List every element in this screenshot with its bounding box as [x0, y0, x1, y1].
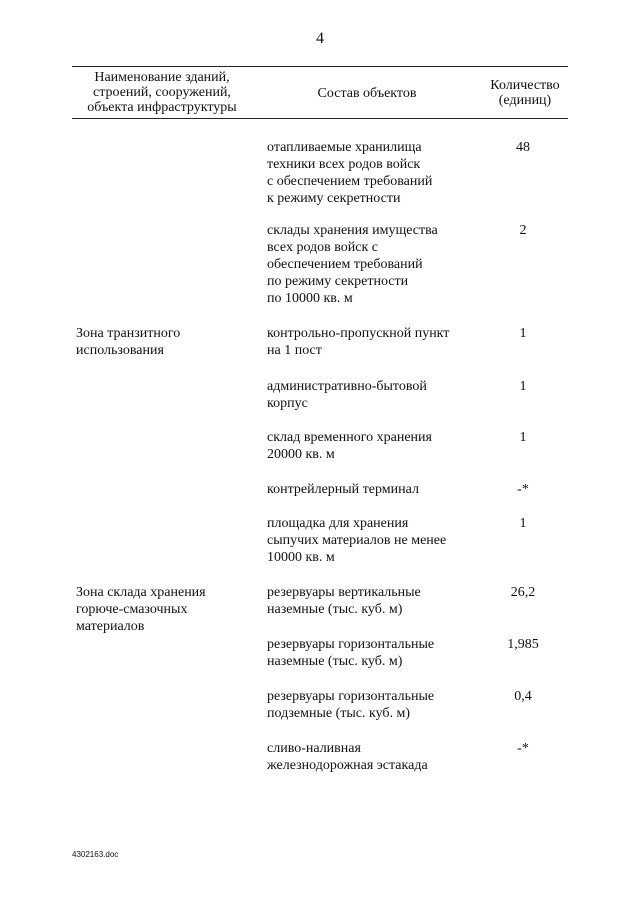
header-col-quantity: Количество (единиц) — [490, 78, 560, 108]
object-description-line: резервуары вертикальные — [267, 585, 421, 600]
object-description-line: 20000 кв. м — [267, 447, 335, 462]
object-description — [267, 740, 482, 774]
object-description-line: обеспечением требований — [267, 257, 423, 272]
object-description — [267, 429, 482, 463]
zone-label-line: использования — [76, 343, 164, 358]
page-number: 4 — [316, 30, 324, 47]
zone-label-line: Зона склада хранения — [76, 585, 206, 600]
header-bottom-rule — [72, 118, 568, 119]
object-description — [267, 481, 482, 498]
object-description — [267, 139, 482, 207]
quantity-value: 26,2 — [510, 585, 536, 600]
object-description-line: резервуары горизонтальные — [267, 689, 435, 704]
quantity-value: -* — [517, 482, 529, 497]
object-description-line: наземные (тыс. куб. м) — [267, 602, 403, 617]
quantity-value: 48 — [516, 140, 530, 155]
object-description-line: сливо-наливная — [267, 741, 361, 756]
object-description-line: отапливаемые хранилища — [267, 140, 422, 155]
object-description-line: склад временного хранения — [267, 430, 432, 445]
header-col-name: Наименование зданий, строений, сооружений, объекта инфраструктуры — [87, 70, 237, 115]
object-description-line: железнодорожная эстакада — [267, 758, 428, 773]
zone-label-line: горюче-смазочных — [76, 602, 188, 617]
object-description — [267, 688, 482, 722]
quantity-value: 1 — [519, 326, 527, 341]
object-description-line: на 1 пост — [267, 343, 322, 358]
object-description — [267, 378, 482, 412]
object-description — [267, 222, 482, 307]
quantity-value: 0,4 — [514, 689, 532, 704]
zone-label-line: Зона транзитного — [76, 326, 181, 341]
object-description-line: по 10000 кв. м — [267, 291, 353, 306]
object-description-line: техники всех родов войск — [267, 157, 421, 172]
object-description-line: корпус — [267, 396, 308, 411]
object-description-line: склады хранения имущества — [267, 223, 438, 238]
object-description — [267, 584, 482, 618]
object-description-line: контрейлерный терминал — [267, 482, 419, 497]
object-description-line: 10000 кв. м — [267, 550, 335, 565]
quantity-value: 1 — [519, 379, 527, 394]
object-description-line: административно-бытовой — [267, 379, 427, 394]
quantity-value: -* — [517, 741, 529, 756]
object-description-line: сыпучих материалов не менее — [267, 533, 447, 548]
object-description-line: по режиму секретности — [267, 274, 409, 289]
object-description — [267, 325, 482, 359]
quantity-value: 1 — [519, 516, 527, 531]
table-header — [72, 66, 568, 120]
quantity-value: 1 — [519, 430, 527, 445]
object-description-line: всех родов войск с — [267, 240, 379, 255]
zone-label-line: материалов — [76, 619, 145, 634]
object-description-line: наземные (тыс. куб. м) — [267, 654, 403, 669]
object-description-line: площадка для хранения — [267, 516, 409, 531]
document-id: 4302163.doc — [72, 850, 119, 859]
header-top-rule — [72, 66, 568, 67]
header-col-composition: Состав объектов — [317, 86, 417, 101]
zone-label — [76, 584, 246, 635]
object-description-line: резервуары горизонтальные — [267, 637, 435, 652]
quantity-value: 2 — [519, 223, 527, 238]
object-description-line: подземные (тыс. куб. м) — [267, 706, 411, 721]
object-description — [267, 636, 482, 670]
object-description-line: к режиму секретности — [267, 191, 401, 206]
quantity-value: 1,985 — [507, 637, 539, 652]
object-description-line: с обеспечением требований — [267, 174, 433, 189]
object-description — [267, 515, 482, 566]
zone-label — [76, 325, 246, 359]
object-description-line: контрольно-пропускной пункт — [267, 326, 450, 341]
